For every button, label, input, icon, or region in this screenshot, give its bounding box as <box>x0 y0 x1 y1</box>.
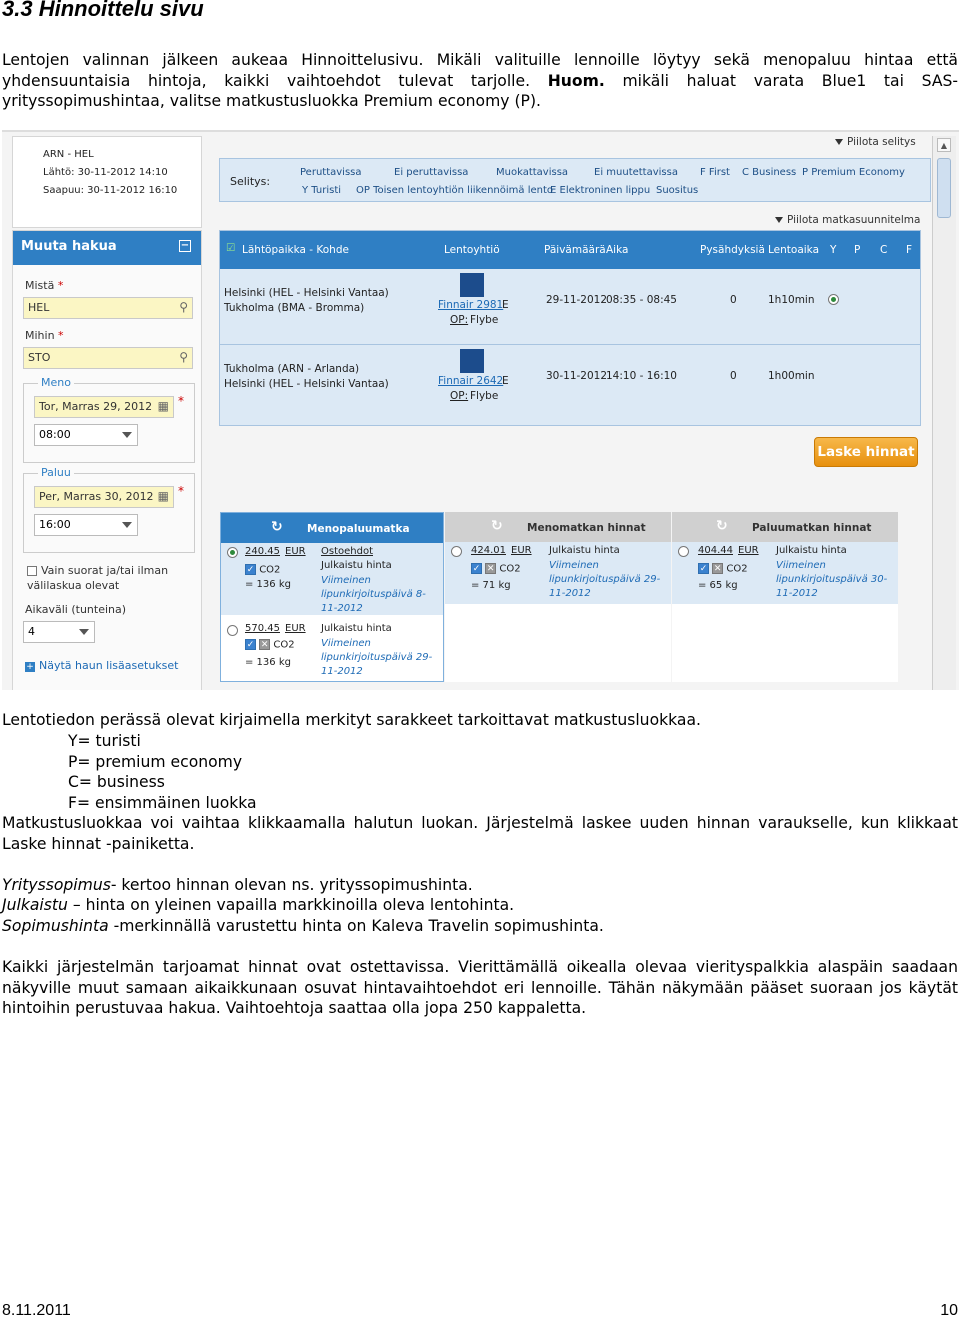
co2-label: CO2 <box>726 563 748 575</box>
operator-name: Flybe <box>470 314 499 326</box>
price-amount[interactable]: 570.45 <box>245 623 280 634</box>
search-icon[interactable]: ⚲ <box>179 350 188 364</box>
airline-logo-icon <box>460 273 484 297</box>
modify-search-title: Muuta hakua <box>21 239 117 254</box>
scroll-up-icon[interactable]: ▲ <box>937 138 951 152</box>
cross-icon[interactable]: ✕ <box>713 564 722 574</box>
intro-paragraph <box>2 50 958 112</box>
col-class-f[interactable]: F <box>906 244 913 256</box>
roundtrip-title: Menopaluumatka <box>307 523 410 535</box>
airline-logo-icon <box>460 349 484 373</box>
price-note: Julkaistu hinta <box>321 623 392 634</box>
col-duration: Lentoaika <box>768 244 820 256</box>
co2-label: CO2 <box>499 563 521 575</box>
co2-amount: = 136 kg <box>245 657 291 668</box>
price-radio[interactable] <box>227 547 238 559</box>
chevron-down-icon <box>122 522 132 528</box>
legend-recommended: Suositus <box>656 185 699 196</box>
check-icon[interactable]: ✓ <box>699 564 708 574</box>
direct-only-option[interactable] <box>27 563 197 593</box>
page-title: 3.3 Hinnoittelu sivu <box>2 0 204 21</box>
operator-name: Flybe <box>470 390 499 402</box>
legend-cancellable: Peruttavissa <box>300 167 362 178</box>
price-currency[interactable]: EUR <box>285 623 306 634</box>
roundtrip-prices-header <box>221 513 443 543</box>
hide-itinerary-toggle[interactable] <box>775 214 920 226</box>
definition-text: – hinta on yleinen vapailla markkinoilla oleva lentohinta. <box>67 896 515 914</box>
flight-stops: 0 <box>730 370 737 382</box>
legend-operated-by: OP Toisen lentoyhtiön liikennöimä lento <box>356 185 554 196</box>
outbound-time: 08:00 <box>39 428 71 441</box>
scrollbar-thumb[interactable] <box>937 158 951 218</box>
required-mark: * <box>57 279 64 292</box>
outbound-date: Tor, Marras 29, 2012 <box>39 400 153 413</box>
definition-contract <box>2 916 958 937</box>
flights-table <box>219 230 921 426</box>
price-checkbox[interactable] <box>245 564 280 576</box>
return-time: 16:00 <box>39 518 71 531</box>
col-class-y[interactable]: Y <box>830 244 837 256</box>
price-checkbox[interactable] <box>698 563 748 575</box>
definition-corporate <box>2 875 958 896</box>
price-checkbox[interactable] <box>245 639 295 651</box>
interval-value: 4 <box>28 625 35 638</box>
co2-amount: = 136 kg <box>245 579 291 590</box>
price-radio[interactable] <box>227 625 238 637</box>
direct-only-label: Vain suorat ja/tai ilman välilaskua olevat <box>27 564 169 592</box>
return-title: Paluu <box>38 466 74 479</box>
modify-search-header[interactable] <box>13 231 201 265</box>
change-class-paragraph: Matkustusluokkaa voi vaihtaa klikkaamalla halutun luokan. Järjestelmä laskee uuden hinnan varaukselle, kun klikkaat Laske hinnat -painiketta. <box>2 814 958 853</box>
interval-select[interactable] <box>23 621 95 643</box>
outbound-prices-header <box>445 512 671 542</box>
price-currency[interactable]: EUR <box>285 546 306 557</box>
required-mark: * <box>58 329 64 342</box>
refresh-icon[interactable]: ↻ <box>271 519 283 535</box>
definition-term: Yrityssopimus <box>2 876 111 894</box>
definition-text: -merkinnällä varustettu hinta on Kaleva Travelin sopimushinta. <box>108 917 604 935</box>
return-title: Paluumatkan hinnat <box>752 522 872 534</box>
definition-term: Sopimushinta <box>2 917 109 935</box>
calendar-icon[interactable]: ▦ <box>157 489 169 503</box>
definition-published <box>2 895 958 916</box>
flight-time: 14:10 - 16:10 <box>606 370 677 382</box>
check-icon[interactable]: ✓ <box>472 564 481 574</box>
col-time: Aika <box>606 244 629 256</box>
outbound-box <box>23 376 195 463</box>
co2-amount: = 71 kg <box>471 580 511 591</box>
from-label-text: Mistä <box>25 279 55 292</box>
flight-from: Tukholma (ARN - Arlanda) <box>224 363 360 375</box>
classes-intro: Lentotiedon perässä olevat kirjaimella merkityt sarakkeet tarkoittavat matkustusluokkaa. <box>2 711 701 729</box>
legend-first: F First <box>700 167 730 178</box>
price-amount[interactable]: 424.01 <box>471 545 506 556</box>
eticket-mark: E <box>502 375 509 387</box>
flights-table-header <box>220 231 920 269</box>
direct-only-checkbox[interactable] <box>27 566 37 576</box>
intro-note-bold: Huom. <box>547 71 605 90</box>
class-radio[interactable] <box>828 293 839 305</box>
class-f: F= ensimmäinen luokka <box>68 794 257 812</box>
col-date: Päivämäärä <box>544 244 606 256</box>
flight-duration: 1h00min <box>768 370 815 382</box>
chevron-down-icon <box>122 432 132 438</box>
ticketing-deadline: Viimeinen lipunkirjoituspäivä 29-11-2012 <box>321 638 433 677</box>
intro-note-text: mikäli haluat varata Blue1 tai SAS-yrityssopimushintaa, valitse matkustusluokka Premium economy (P). <box>2 71 959 110</box>
co2-amount: = 65 kg <box>698 580 738 591</box>
hide-legend-label: Piilota selitys <box>847 136 916 148</box>
from-input[interactable] <box>23 297 193 319</box>
flight-number-link[interactable]: Finnair 2642 <box>438 375 504 387</box>
class-p: P= premium economy <box>68 753 243 771</box>
co2-label: CO2 <box>273 639 295 651</box>
return-date: Per, Marras 30, 2012 <box>39 490 154 503</box>
class-y: Y= turisti <box>68 732 141 750</box>
definition-term: Julkaistu <box>2 896 68 914</box>
co2-label: CO2 <box>259 564 281 576</box>
cross-icon[interactable]: ✕ <box>260 640 269 650</box>
flight-from: Helsinki (HEL - Helsinki Vantaa) <box>224 287 389 299</box>
more-settings-label: Näytä haun lisäasetukset <box>39 659 179 672</box>
pricing-screenshot <box>2 130 959 690</box>
legend-business: C Business <box>742 167 797 178</box>
calculate-prices-button[interactable]: Laske hinnat <box>814 437 918 467</box>
modify-search-panel <box>12 230 202 690</box>
operator-label: OP: <box>450 390 469 402</box>
to-label <box>25 329 64 342</box>
outbound-title: Meno <box>38 376 74 389</box>
chevron-down-icon <box>79 629 89 635</box>
definition-text: - kertoo hinnan olevan ns. yrityssopimushinta. <box>110 876 473 894</box>
price-radio[interactable] <box>678 546 689 558</box>
radio-empty-icon[interactable] <box>678 546 689 557</box>
flight-stops: 0 <box>730 294 737 306</box>
flight-to: Helsinki (HEL - Helsinki Vantaa) <box>224 378 389 390</box>
search-icon[interactable]: ⚲ <box>179 300 188 314</box>
more-settings-link[interactable] <box>25 659 178 672</box>
legend-tourist: Y Turisti <box>302 185 342 196</box>
legend-modifiable: Muokattavissa <box>496 167 569 178</box>
check-icon[interactable]: ✓ <box>246 640 255 650</box>
ticketing-deadline: Viimeinen lipunkirjoituspäivä 30-11-2012 <box>776 560 888 599</box>
calendar-icon[interactable]: ▦ <box>157 399 169 413</box>
price-amount[interactable]: 240.45 <box>245 546 280 557</box>
return-prices-header <box>672 512 898 542</box>
return-prices-panel <box>672 512 898 682</box>
footer-date: 8.11.2011 <box>2 1302 71 1319</box>
return-date-input[interactable] <box>34 486 174 508</box>
ticketing-deadline: Viimeinen lipunkirjoituspäivä 29-11-2012 <box>549 560 661 599</box>
cross-icon[interactable]: ✕ <box>486 564 495 574</box>
from-label <box>25 279 63 292</box>
summary-arrives: Saapuu: 30-11-2012 16:10 <box>43 185 178 196</box>
triangle-down-icon <box>835 139 843 145</box>
price-note: Julkaistu hinta <box>321 560 392 571</box>
to-input[interactable] <box>23 347 193 369</box>
flight-row <box>220 345 920 421</box>
price-currency[interactable]: EUR <box>738 545 759 556</box>
flight-number-link[interactable]: Finnair 2981 <box>438 299 504 311</box>
class-c: C= business <box>68 773 165 791</box>
flight-time: 08:35 - 08:45 <box>606 294 677 306</box>
eticket-mark: E <box>502 299 509 311</box>
closing-paragraph: Kaikki järjestelmän tarjoamat hinnat ovat ostettavissa. Vierittämällä oikealla olevaa vierityspalkkia alaspäin saadaan näkyville muut samaan aikaikkunaan osuvat hintavaihtoehdot eri lennoille. Tähän näkymään pääset suoraan jos käytät hintoihin perustuvaa hakua. Vaihtoehtoja saattaa olla jopa 250 kappaletta. <box>2 958 958 1017</box>
plus-icon: + <box>26 662 34 672</box>
outbound-prices-panel <box>445 512 671 682</box>
col-class-c[interactable]: C <box>880 244 888 256</box>
legend-not-modifiable: Ei muutettavissa <box>594 167 678 178</box>
radio-empty-icon[interactable] <box>451 546 462 557</box>
return-time-select[interactable] <box>34 514 138 536</box>
flight-row <box>220 269 920 345</box>
legend-title: Selitys: <box>230 175 271 188</box>
shield-icon: ☑ <box>226 242 236 254</box>
outbound-time-select[interactable] <box>34 424 138 446</box>
to-value: STO <box>28 351 51 364</box>
outbound-date-input[interactable] <box>34 396 174 418</box>
price-note: Julkaistu hinta <box>549 545 620 556</box>
legend-premium: P Premium Economy <box>802 167 905 178</box>
col-stops: Pysähdyksiä <box>700 244 765 256</box>
radio-empty-icon[interactable] <box>227 625 238 636</box>
summary-route: ARN - HEL <box>43 149 94 160</box>
radio-selected-icon[interactable] <box>227 547 238 558</box>
refresh-icon[interactable]: ↻ <box>716 518 728 534</box>
triangle-down-icon <box>775 217 783 223</box>
outbound-title: Menomatkan hinnat <box>527 522 646 534</box>
price-checkbox[interactable] <box>471 563 521 575</box>
required-mark: * <box>178 484 184 498</box>
col-class-p[interactable]: P <box>854 244 861 256</box>
legend-eticket: E Elektroninen lippu <box>550 185 651 196</box>
page-number: 10 <box>940 1302 958 1319</box>
flight-duration: 1h10min <box>768 294 815 306</box>
intro-text: Lentojen valinnan jälkeen aukeaa Hinnoittelusivu. Mikäli valituille lennoille löytyy sekä menopaluu hintaa että yhdensuuntaisia hintoja, kaikki vaihtoehdot tulevat tarjolle. <box>2 51 958 90</box>
from-value: HEL <box>28 301 50 314</box>
price-amount[interactable]: 404.44 <box>698 545 733 556</box>
radio-selected-icon[interactable] <box>828 294 839 305</box>
operator-label: OP: <box>450 314 469 326</box>
legend-panel <box>219 158 931 202</box>
vertical-scrollbar[interactable] <box>932 136 956 690</box>
flight-date: 29-11-2012 <box>546 294 608 306</box>
legend-not-cancellable: Ei peruttavissa <box>394 167 469 178</box>
price-terms-link[interactable]: Ostoehdot <box>321 546 373 557</box>
col-route: Lähtöpaikka - Kohde <box>242 244 349 256</box>
interval-label: Aikaväli (tunteina) <box>25 603 127 616</box>
col-airline: Lentoyhtiö <box>444 244 500 256</box>
ticketing-deadline: Viimeinen lipunkirjoituspäivä 8-11-2012 <box>321 575 426 614</box>
return-box <box>23 466 195 553</box>
summary-departs: Lähtö: 30-11-2012 14:10 <box>43 167 168 178</box>
price-radio[interactable] <box>451 546 462 558</box>
selected-flight-summary <box>12 136 202 228</box>
price-currency[interactable]: EUR <box>511 545 532 556</box>
collapse-icon[interactable]: − <box>180 240 190 251</box>
hide-legend-toggle[interactable] <box>835 136 916 148</box>
to-label-text: Mihin <box>25 329 55 342</box>
hide-itinerary-label: Piilota matkasuunnitelma <box>787 214 921 226</box>
refresh-icon[interactable]: ↻ <box>491 518 503 534</box>
roundtrip-prices-panel <box>220 512 444 682</box>
required-mark: * <box>178 394 184 408</box>
price-note: Julkaistu hinta <box>776 545 847 556</box>
flight-to: Tukholma (BMA - Bromma) <box>224 302 365 314</box>
check-icon[interactable]: ✓ <box>246 565 255 575</box>
flight-date: 30-11-2012 <box>546 370 608 382</box>
